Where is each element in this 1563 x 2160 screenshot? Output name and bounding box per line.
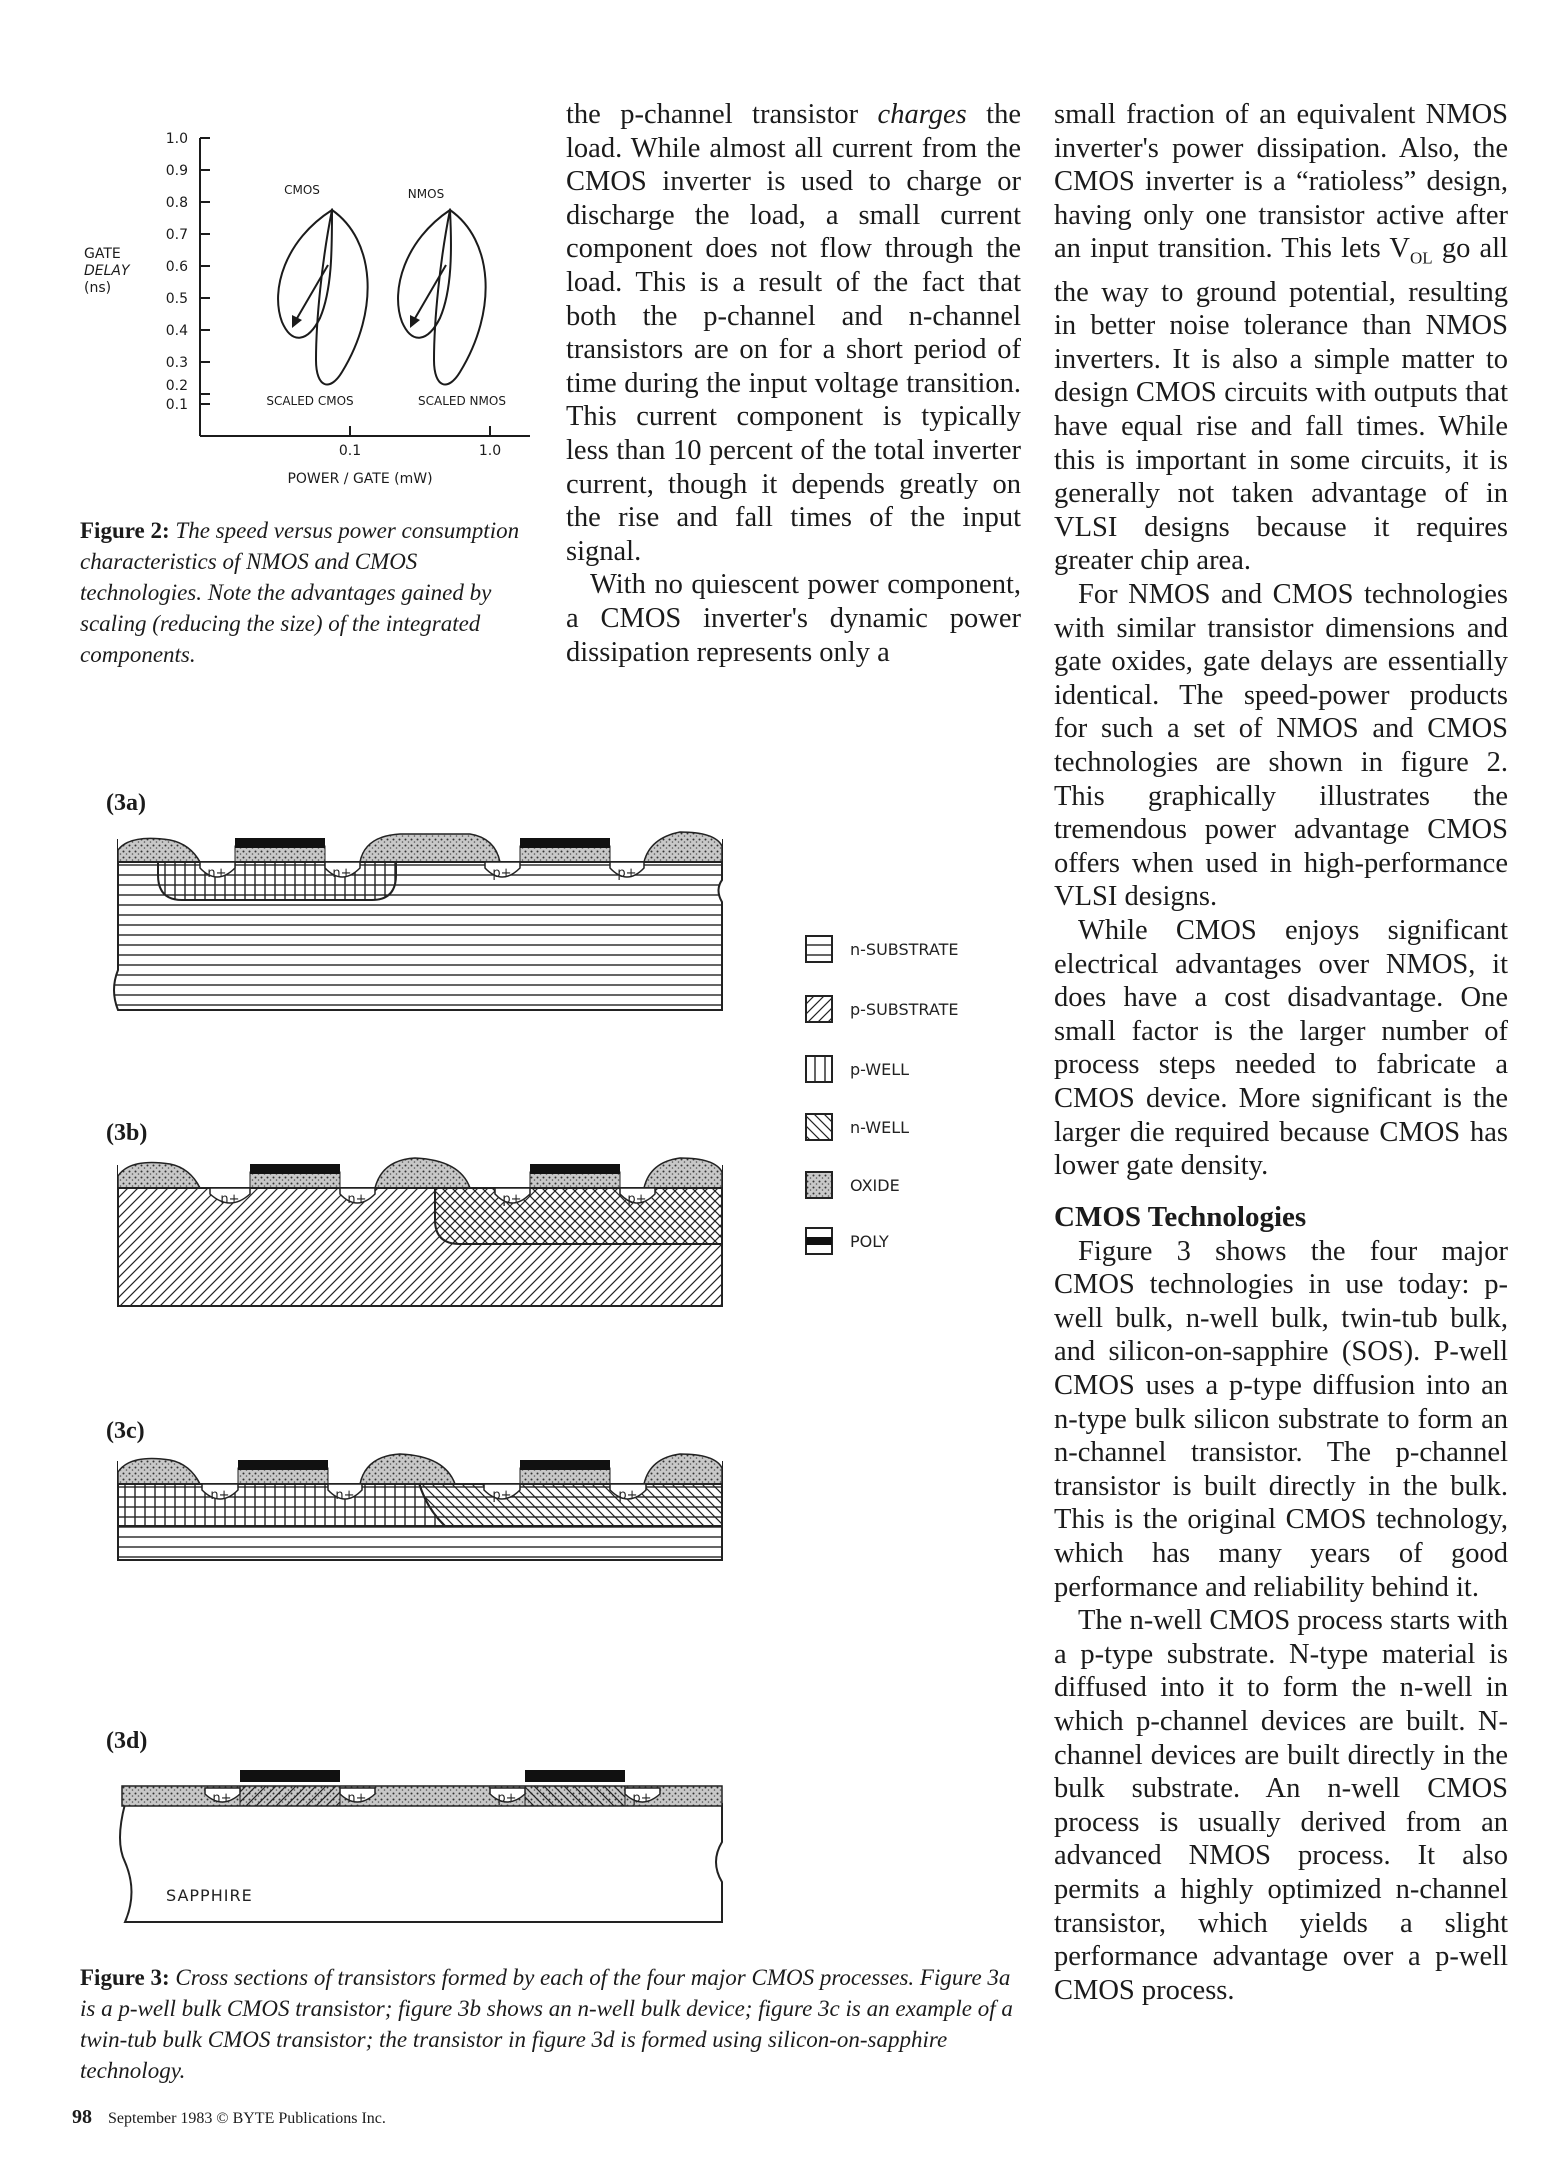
text-column-3 [1054,98,1508,2007]
p-plus-label: p+ [627,1192,647,1207]
figure-2-caption-label: Figure 2: [80,518,170,543]
ylabel-line: GATE [84,246,121,262]
xtick: 0.1 [338,443,362,459]
text-span: small fraction of an equivalent NMOS inverter's power dissipation. Also, the CMOS inverter is a “ratioless” design, having only one transistor active after an input transition. This lets V [1054,99,1508,265]
p-plus-label: p+ [497,1791,517,1806]
panel-label-3a: (3a) [106,790,146,816]
n-plus-label: n+ [210,1488,230,1503]
p-plus-label: p+ [632,1791,652,1806]
text-column-2 [566,98,1021,669]
scaled-cmos-label: SCALED CMOS [266,394,354,408]
legend-label: p-WELL [850,1060,910,1079]
nmos-curve [398,210,451,338]
paragraph: With no quiescent power component, a CMOS inverter's dynamic power dissipation represents only a [566,569,1021,668]
figure-2-caption-text: The speed versus power consumption characteristics of NMOS and CMOS technologies. Note the advantages gained by scaling (reducing the size) of the integrated components. [80,518,520,667]
p-plus-label: p+ [617,866,637,881]
figure-3-cross-sections [110,820,1030,1930]
panel-label-3c: (3c) [106,1418,145,1444]
section-heading: CMOS Technologies [1054,1200,1307,1233]
p-plus-label: p+ [502,1192,522,1207]
ytick: 0.2 [165,378,188,394]
n-plus-label: n+ [335,1488,355,1503]
legend-label: n-WELL [850,1118,910,1137]
scaled-cmos-curve [316,210,368,385]
figure-3-caption-label: Figure 3: [80,1965,170,1990]
ytick: 0.1 [165,397,188,413]
figure-2-caption [80,515,535,670]
legend-swatch-p-well [806,1056,832,1082]
n-plus-label: n+ [332,866,352,881]
panel-label-3b: (3b) [106,1120,148,1146]
page-number: 98 [72,2106,92,2128]
n-plus-label: n+ [220,1192,240,1207]
page-footer [72,2106,386,2129]
legend-label: p-SUBSTRATE [850,1000,959,1019]
cross-section-3b [118,1158,722,1306]
panel-label-3d: (3d) [106,1728,148,1754]
figure-3-caption-text: Cross sections of transistors formed by each of the four major CMOS processes. Figure 3a is a p-well bulk CMOS transistor; figure 3b shows an n-well bulk device; figure 3c is an example of a twin-tub bulk CMOS transistor; the transistor in figure 3d is formed using silicon-on-sapphire technology. [80,1965,1013,2083]
text-span: go all the way to ground potential, resulting in better noise tolerance than NMOS inverters. It is also a simple matter to design CMOS circuits with outputs that have equal rise and fall times. While this is important in some circuits, it is generally not taken advantage of in VLSI designs because it requires greater chip area. [1054,233,1508,577]
x-axis-label: POWER / GATE (mW) [287,471,433,487]
legend-label: n-SUBSTRATE [850,940,959,959]
legend-swatch-n-substrate [806,936,832,962]
p-plus-label: p+ [492,1488,512,1503]
ylabel-line: (ns) [84,280,112,296]
figure-2-chart [70,110,550,510]
cmos-label: CMOS [284,183,320,197]
text-span: the p-channel transistor [566,99,878,130]
cross-section-3a [114,832,722,1010]
n-plus-label: n+ [347,1192,367,1207]
n-plus-label: n+ [212,1791,232,1806]
legend-label: OXIDE [850,1176,900,1195]
ytick: 0.5 [165,291,188,307]
scaled-nmos-label: SCALED NMOS [418,394,506,408]
paragraph [1054,98,1508,578]
p-plus-label: p+ [492,866,512,881]
text-span: the load. While almost all current from the CMOS inverter is used to charge or discharge the load, a small current component does not flow through the load. This is a result of the fact that both the p-channel and n-channel transistors are on for a short period of time during the input voltage transition. This current component is typically less than 10 percent of the total inverter current, though it depends greatly on the rise and fall times of the input signal. [566,99,1021,567]
figure-3-legend [806,936,958,1254]
ytick: 0.8 [165,195,188,211]
ytick: 0.6 [165,259,188,275]
cross-section-3d [120,1770,722,1922]
legend-swatch-p-substrate [806,996,832,1022]
paragraph: Figure 3 shows the four major CMOS technologies in use today: p-well bulk, n-well bulk, twin-tub bulk, and silicon-on-sapphire (SOS). P-well CMOS uses a p-type diffusion into an n-type bulk silicon substrate to form an n-channel transistor. The p-channel transistor is built directly in the bulk. This is the original CMOS technology, which has many years of good performance and reliability behind it. [1054,1235,1508,1603]
nmos-arrow [414,265,446,320]
legend-swatch-n-well [806,1114,832,1140]
xtick: 1.0 [478,443,502,459]
emphasis: charges [877,99,967,130]
sapphire-label: SAPPHIRE [166,1886,253,1905]
paragraph [566,98,1021,568]
n-plus-label: n+ [207,866,227,881]
ytick: 0.9 [165,163,188,179]
figure-3-caption [80,1962,1020,2086]
ytick: 0.3 [165,355,188,371]
legend-swatch-oxide [806,1172,832,1198]
nmos-label: NMOS [407,187,445,201]
paragraph: The n-well CMOS process starts with a p-type substrate. N-type material is diffused into it to form the n-well in which p-channel devices are built. N-channel devices are built directly in the bulk substrate. An n-well CMOS process is usually derived from an advanced NMOS process. It also permits a highly optimized n-channel transistor, which yields a slight performance advantage over a p-well CMOS process. [1054,1605,1508,2006]
subscript: OL [1409,249,1433,269]
ytick: 1.0 [165,131,188,147]
paragraph: While CMOS enjoys significant electrical advantages over NMOS, it does have a cost disadvantage. One small factor is the larger number of process steps needed to fabricate a CMOS device. More significant is the larger die required because CMOS has lower gate density. [1054,914,1508,1182]
cross-section-3c [118,1454,722,1560]
paragraph: For NMOS and CMOS technologies with similar transistor dimensions and gate oxides, gate delays are essentially identical. The speed-power products for such a set of NMOS and CMOS technologies are shown in figure 2. This graphically illustrates the tremendous power advantage CMOS offers when used in high-performance VLSI designs. [1054,579,1508,913]
scaled-nmos-curve [434,210,486,385]
p-plus-label: p+ [618,1488,638,1503]
footer-text: September 1983 © BYTE Publications Inc. [108,2110,386,2127]
n-plus-label: n+ [347,1791,367,1806]
ytick: 0.4 [165,323,188,339]
ytick: 0.7 [165,227,188,243]
legend-label: POLY [850,1232,889,1251]
ylabel-line: DELAY [84,263,130,279]
